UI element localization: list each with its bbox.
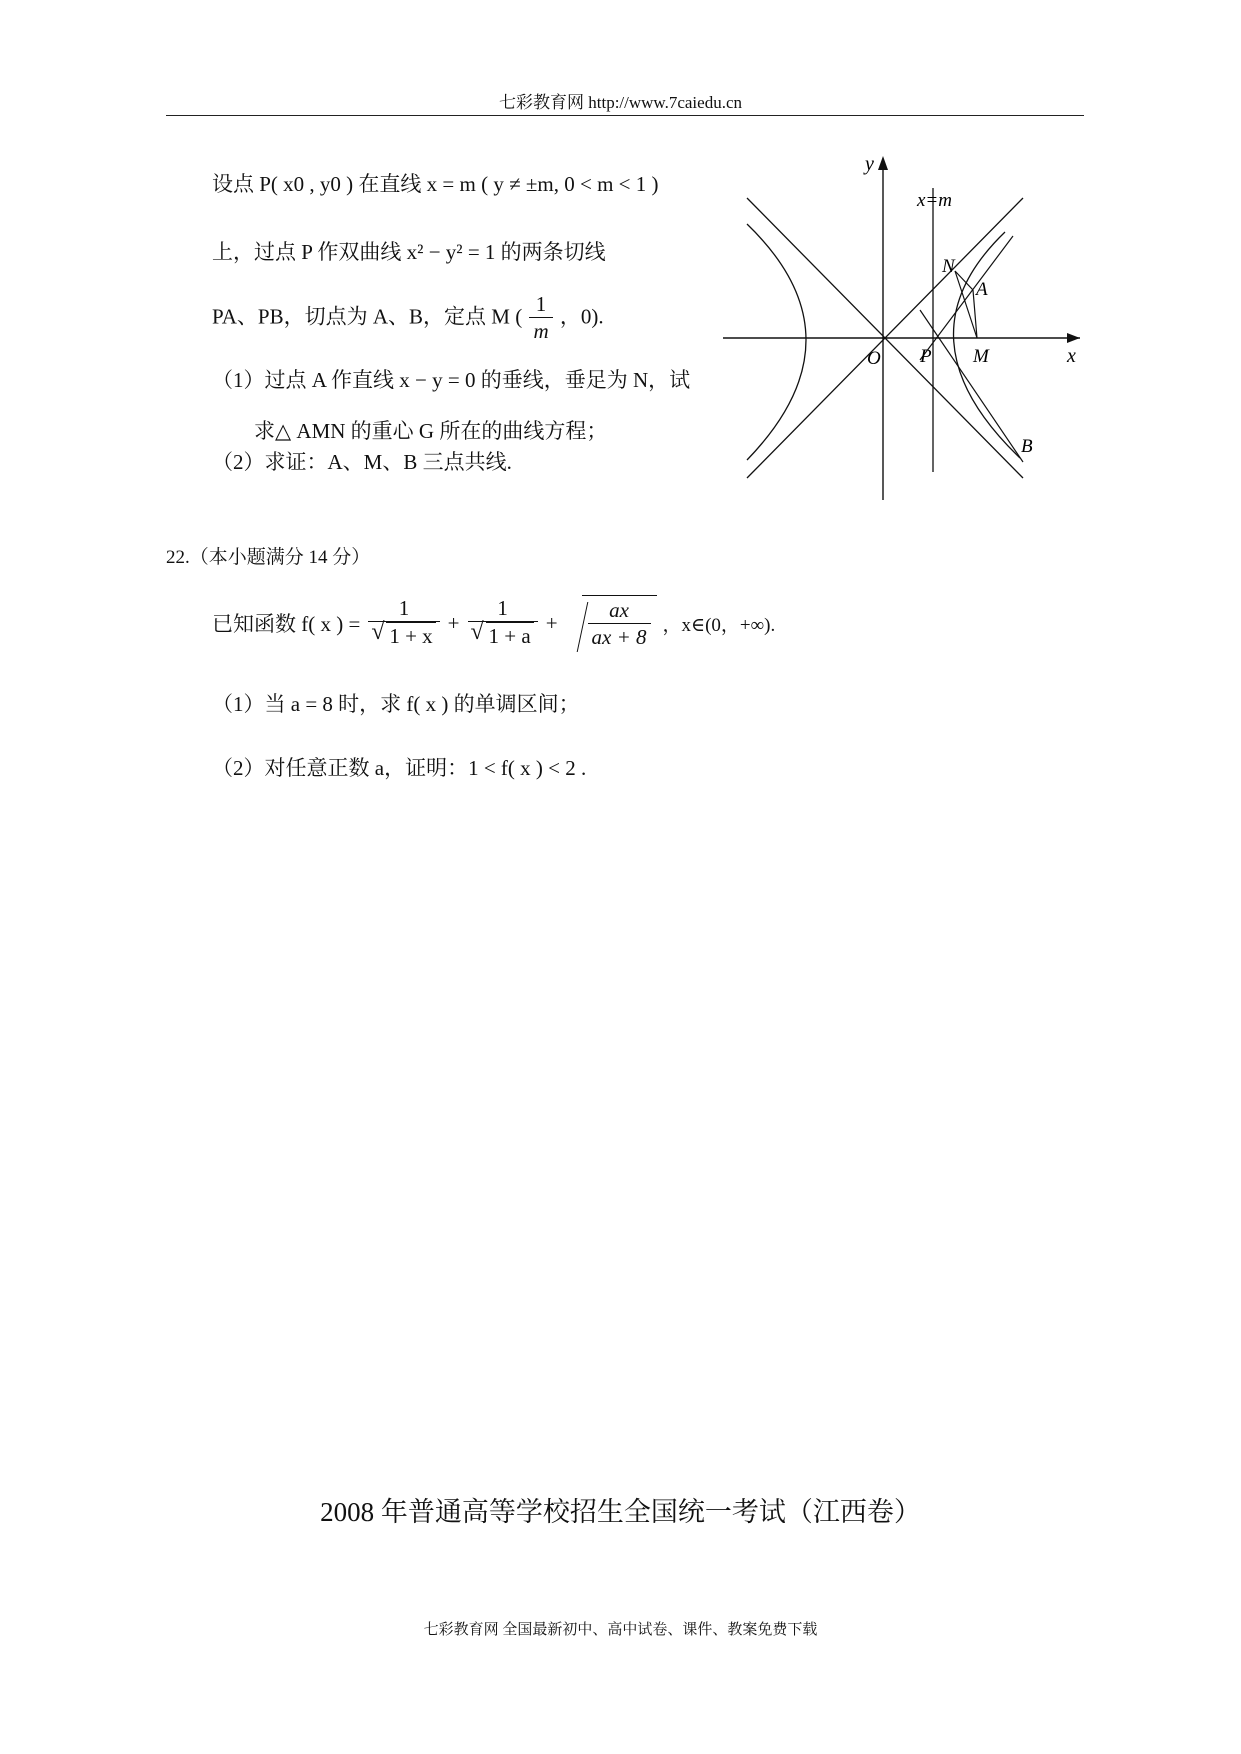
p22-term3 xyxy=(588,598,651,651)
header-rule xyxy=(166,115,1084,116)
label-P: P xyxy=(920,346,932,367)
p21-line2: 上，过点 P 作双曲线 x² − y² = 1 的两条切线 xyxy=(212,240,606,264)
label-O: O xyxy=(867,348,881,369)
p21-fraction-den: m xyxy=(533,319,549,344)
p21-line3 xyxy=(212,292,604,345)
p22-term2-num: 1 xyxy=(468,596,538,622)
label-x: x xyxy=(1067,345,1076,367)
p22-domain: ，x∈(0，+∞). xyxy=(662,614,776,636)
p22-term1 xyxy=(368,596,439,650)
label-y: y xyxy=(865,153,874,175)
p21-part1-a: （1）过点 A 作直线 x − y = 0 的垂线，垂足为 N，试 xyxy=(212,368,691,392)
hyperbola-right-branch xyxy=(954,232,1020,458)
tangent-PB xyxy=(920,310,1023,462)
p22-term1-den: √ 1 + x xyxy=(386,622,435,650)
p22-term3-num: ax xyxy=(588,598,651,624)
p22-plus2: + xyxy=(545,610,558,635)
p21-fraction xyxy=(529,292,552,345)
p22-term1-num: 1 xyxy=(368,596,439,622)
hyperbola-left-branch xyxy=(747,224,806,460)
p21-line1: 设点 P( x0 , y0 ) 在直线 x = m ( y ≠ ±m, 0 < m < 1 ) xyxy=(212,172,659,196)
p22-term3-root xyxy=(582,595,657,651)
x-axis-arrow xyxy=(1067,333,1080,343)
p22-heading: 22.（本小题满分 14 分） xyxy=(166,547,371,568)
p22-part2: （2）对任意正数 a，证明：1 < f( x ) < 2 . xyxy=(212,756,587,780)
p22-function xyxy=(212,588,775,658)
p21-part2: （2）求证：A、M、B 三点共线. xyxy=(212,450,512,474)
hyperbola-figure xyxy=(715,140,1085,510)
p22-term2-den: √ 1 + a xyxy=(486,622,534,650)
p21-line3-pre: PA、PB，切点为 A、B，定点 M ( xyxy=(212,304,523,329)
p22-part1: （1）当 a = 8 时，求 f( x ) 的单调区间； xyxy=(212,692,580,716)
label-A: A xyxy=(976,279,988,300)
label-B: B xyxy=(1021,436,1033,457)
y-axis-arrow xyxy=(878,156,888,170)
exam-title: 2008 年普通高等学校招生全国统一考试（江西卷） xyxy=(320,1497,921,1527)
p21-fraction-num: 1 xyxy=(529,292,552,318)
page-footer: 七彩教育网 全国最新初中、高中试卷、课件、教案免费下载 xyxy=(423,1622,818,1638)
p21-part1-b: 求△ AMN 的重心 G 所在的曲线方程； xyxy=(254,419,608,443)
label-line: x=m xyxy=(917,190,952,211)
p22-func-pre: 已知函数 f( x ) = xyxy=(212,612,361,636)
p21-line3-post: ，0). xyxy=(559,304,604,329)
page-header: 七彩教育网 http://www.7caiedu.cn xyxy=(499,93,742,112)
label-N: N xyxy=(942,256,955,277)
label-M: M xyxy=(973,346,989,367)
p22-plus1: + xyxy=(447,610,460,635)
p22-term3-den: ax + 8 xyxy=(591,624,647,649)
p22-term2 xyxy=(468,596,538,650)
